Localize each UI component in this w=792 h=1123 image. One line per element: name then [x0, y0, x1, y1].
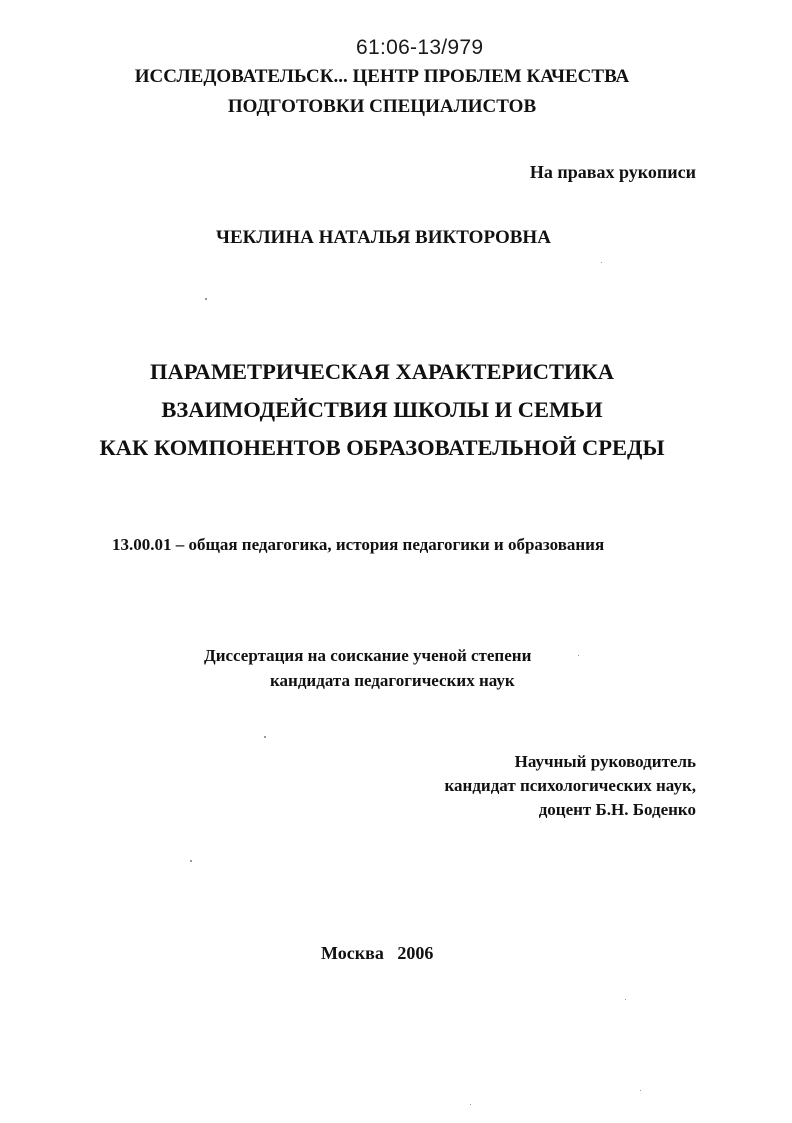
library-stamp-number: 61:06-13/979: [356, 36, 484, 59]
scan-speck: [470, 1104, 471, 1105]
scan-speck: [578, 655, 579, 656]
dissertation-title: [60, 353, 704, 467]
degree-line-2: кандидата педагогических наук: [270, 671, 515, 690]
organization-line-2: ПОДГОТОВКИ СПЕЦИАЛИСТОВ: [227, 96, 537, 117]
city-year: [321, 943, 433, 964]
scan-speck: [625, 999, 626, 1000]
scan-speck: [640, 1090, 641, 1091]
scan-speck: [601, 262, 602, 263]
specialty-code: 13.00.01 – общая педагогика, история педагогики и образования: [112, 535, 605, 554]
supervisor-line-3: доцент Б.Н. Боденко: [538, 800, 696, 819]
degree-line-1: Диссертация на соискание ученой степени: [204, 646, 532, 665]
supervisor-line-2: кандидат психологических наук,: [444, 776, 696, 795]
supervisor-block: [444, 750, 696, 822]
degree-statement: [204, 643, 531, 693]
scan-speck: [190, 860, 192, 862]
year: 2006: [397, 943, 434, 963]
author-name: ЧЕКЛИНА НАТАЛЬЯ ВИКТОРОВНА: [216, 227, 551, 248]
manuscript-note: На правах рукописи: [529, 162, 696, 182]
title-line-3: КАК КОМПОНЕНТОВ ОБРАЗОВАТЕЛЬНОЙ СРЕДЫ: [99, 435, 665, 460]
city: Москва: [321, 943, 384, 963]
organization-name: [80, 62, 684, 122]
title-line-1: ПАРАМЕТРИЧЕСКАЯ ХАРАКТЕРИСТИКА: [149, 359, 615, 384]
scan-speck: [264, 736, 266, 738]
organization-line-1: ИССЛЕДОВАТЕЛЬСК... ЦЕНТР ПРОБЛЕМ КАЧЕСТВА: [134, 66, 630, 87]
supervisor-line-1: Научный руководитель: [514, 752, 696, 771]
scan-speck: [205, 298, 207, 300]
title-line-2: ВЗАИМОДЕЙСТВИЯ ШКОЛЫ И СЕМЬИ: [161, 397, 603, 422]
